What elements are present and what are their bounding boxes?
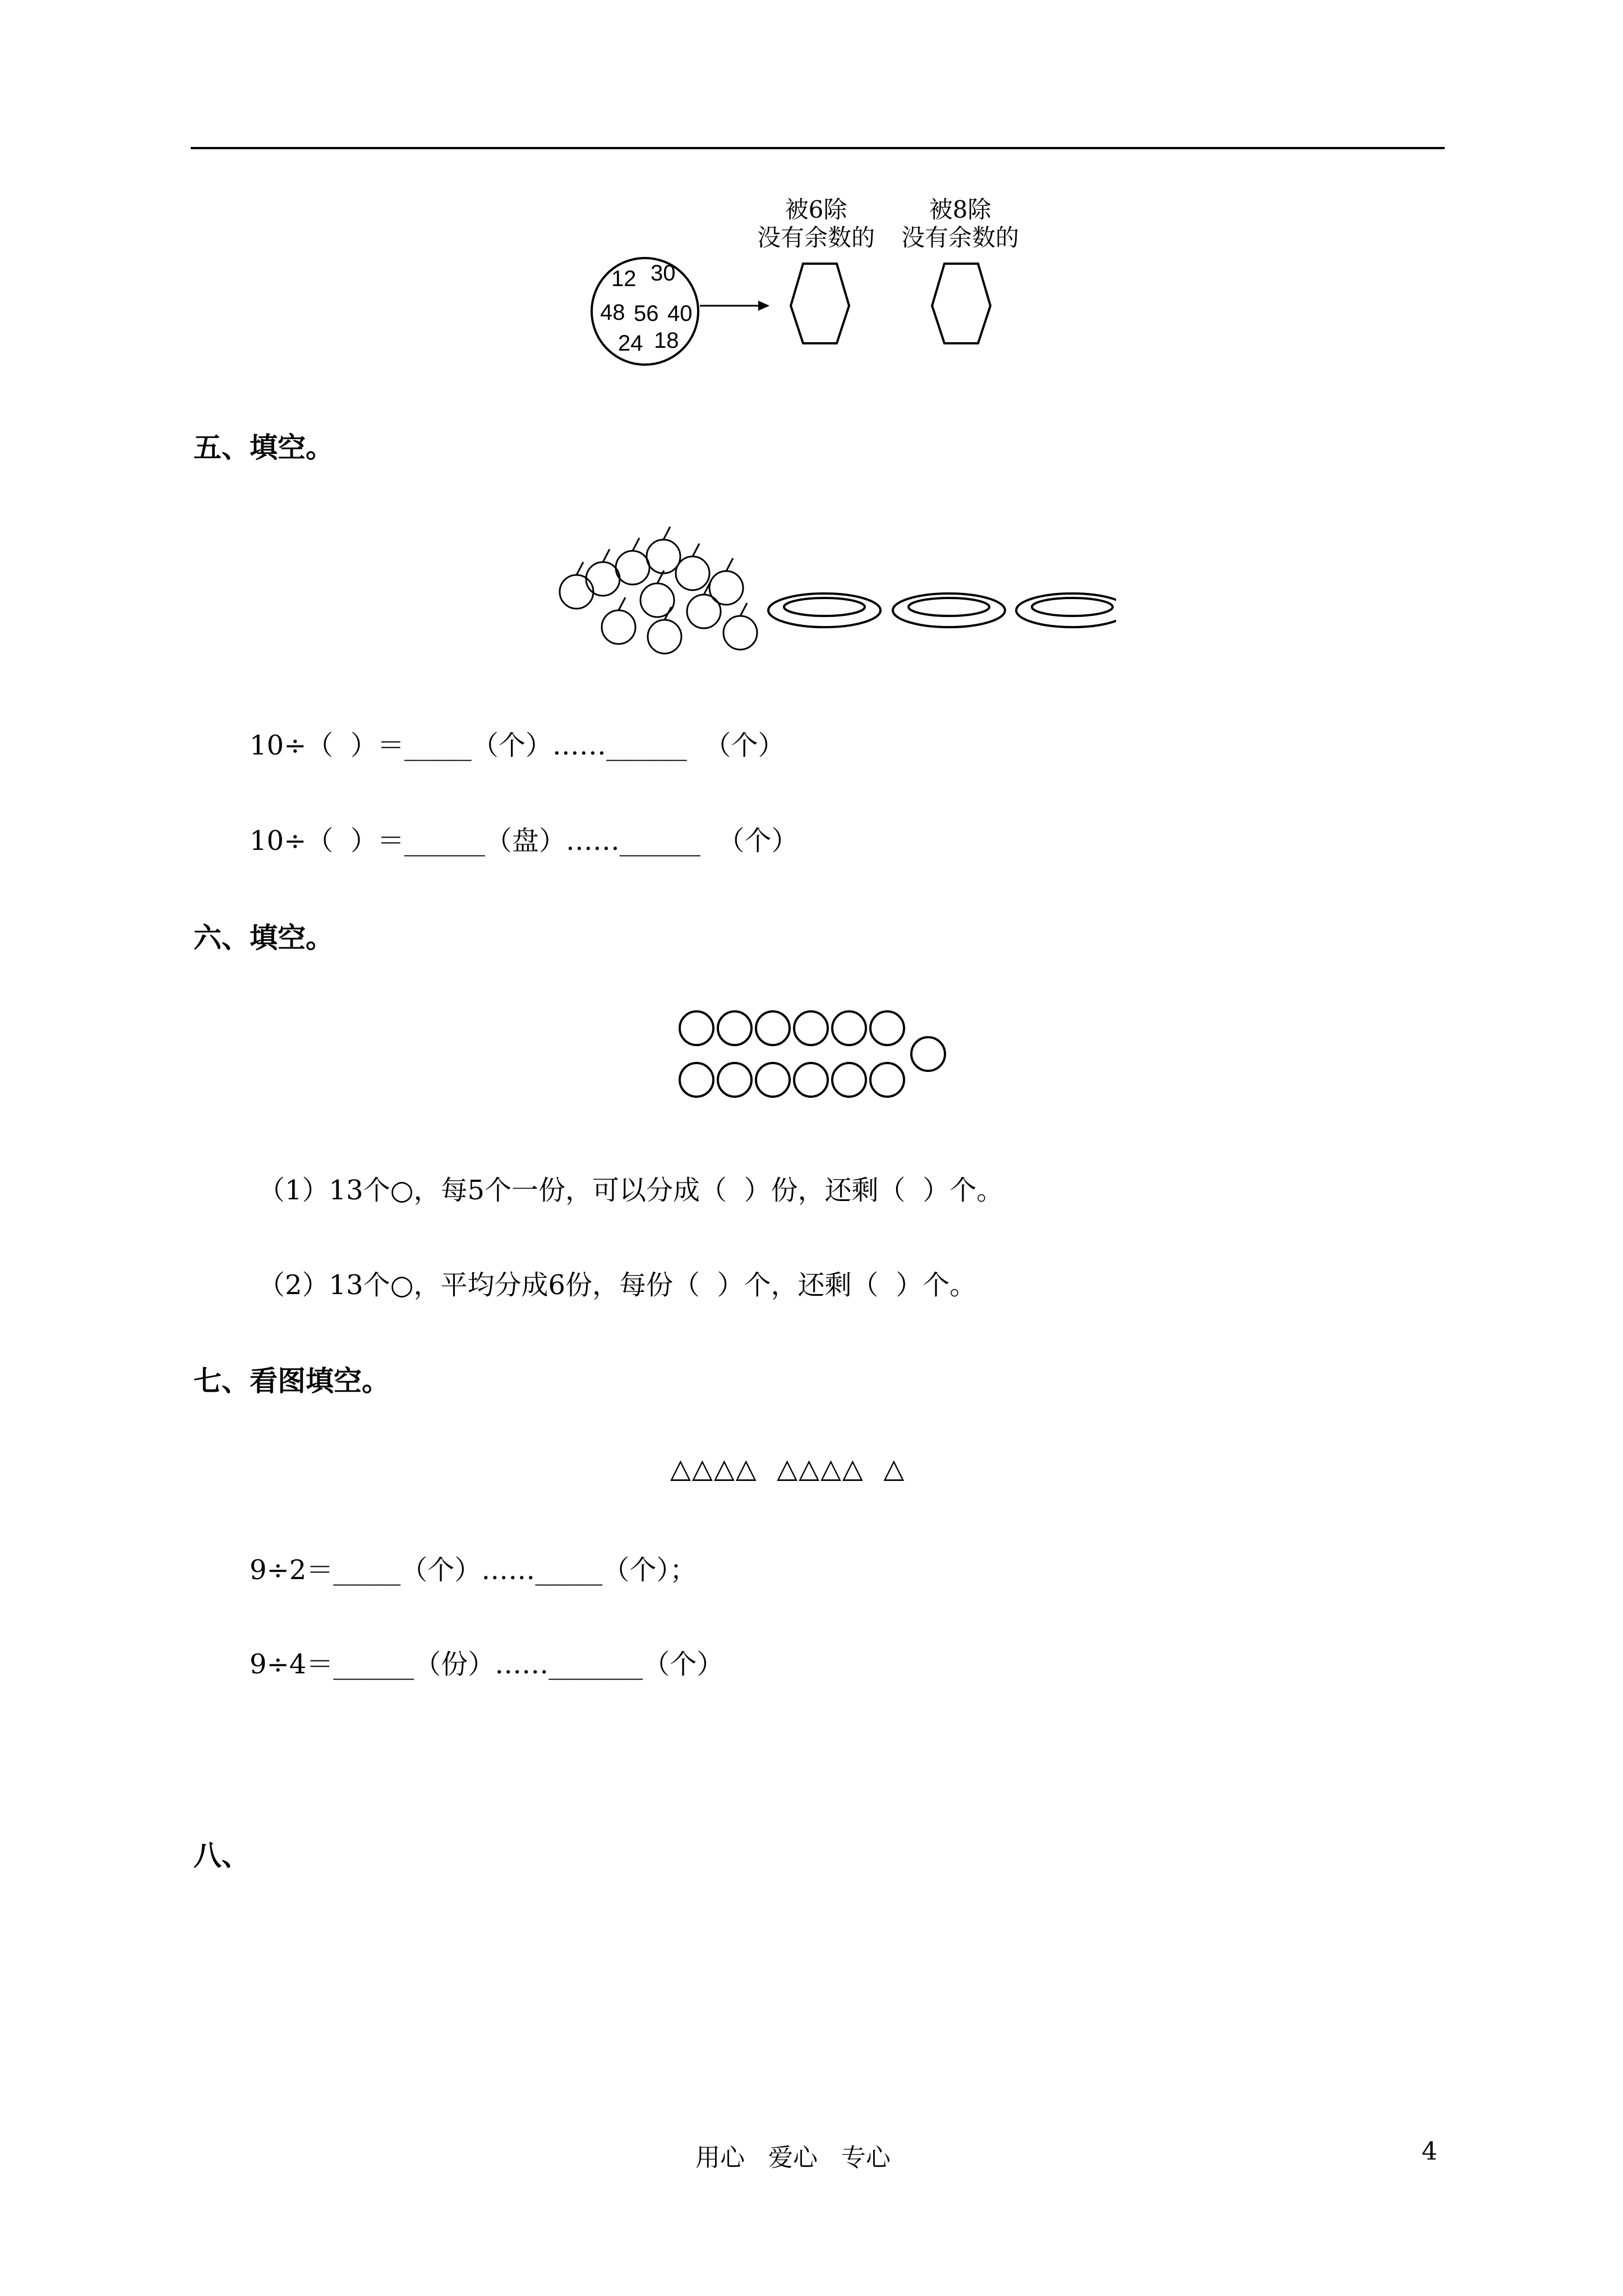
circle-mark (680, 1063, 713, 1097)
circle-mark (870, 1063, 904, 1097)
triangles-row: △△△△ △△△△ △ (670, 1453, 906, 1484)
circle-number: 40 (667, 301, 693, 326)
circle-mark (680, 1011, 713, 1045)
label-8-line1: 被8除 (929, 196, 992, 223)
section6-heading: 六、填空。 (193, 921, 334, 954)
hexagon-6 (791, 264, 849, 343)
apple-icon (687, 582, 721, 628)
circle-mark (870, 1011, 904, 1045)
apple-icon (602, 597, 635, 644)
circle-mark (794, 1011, 828, 1045)
plate-icon (1016, 593, 1116, 627)
section5-line1: 10÷（ ）＝_____（个）……______ （个） (250, 730, 785, 761)
apple-icon (586, 549, 620, 596)
hexagon-8 (932, 264, 990, 343)
header-rule (191, 147, 1445, 149)
circle-number: 24 (618, 331, 643, 356)
circle-number: 48 (600, 300, 625, 325)
section7-heading: 七、看图填空。 (193, 1364, 390, 1397)
plate-icon (893, 593, 1005, 627)
circle-number: 56 (634, 301, 659, 326)
label-6-line2: 没有余数的 (757, 224, 875, 251)
arrow-head (758, 301, 769, 311)
apples-plates-figure (522, 522, 1116, 668)
apple-icon (647, 527, 680, 573)
section5-line2: 10÷（ ）＝______（盘）……______ （个） (250, 825, 799, 857)
section7-line1: 9÷2＝_____（个）……_____（个）； (250, 1554, 697, 1586)
circle-mark (718, 1063, 751, 1097)
label-8-line2: 没有余数的 (901, 224, 1020, 251)
apple-icon (723, 603, 757, 650)
section7-line2: 9÷4＝______（份）……_______（个） (250, 1649, 724, 1680)
section5-heading: 五、填空。 (193, 431, 334, 464)
footer-motto: 用心 爱心 专心 (695, 2143, 891, 2172)
circle-number: 12 (611, 266, 637, 291)
circle-number: 30 (651, 261, 676, 286)
circle-mark (832, 1063, 866, 1097)
apple-icon (616, 538, 649, 585)
circle-mark (756, 1063, 790, 1097)
circle-mark (832, 1011, 866, 1045)
circle-number: 18 (654, 328, 679, 353)
circle-mark (911, 1037, 945, 1071)
circle-mark (718, 1011, 751, 1045)
apple-icon (648, 607, 681, 654)
section6-q2: （2）13个○，平均分成6份，每份（ ）个，还剩（ ）个。 (258, 1269, 977, 1301)
division-sorting-figure (583, 191, 1032, 376)
label-6-line1: 被6除 (785, 196, 847, 223)
plate-icon (768, 593, 880, 627)
circle-mark (794, 1063, 828, 1097)
section6-q1: （1）13个○，每5个一份，可以分成（ ）份，还剩（ ）个。 (258, 1175, 1004, 1206)
circle-mark (756, 1011, 790, 1045)
section8-heading: 八、 (193, 1839, 250, 1872)
circles-figure (679, 1007, 959, 1108)
apple-icon (676, 544, 709, 590)
page-number: 4 (1422, 2137, 1437, 2166)
